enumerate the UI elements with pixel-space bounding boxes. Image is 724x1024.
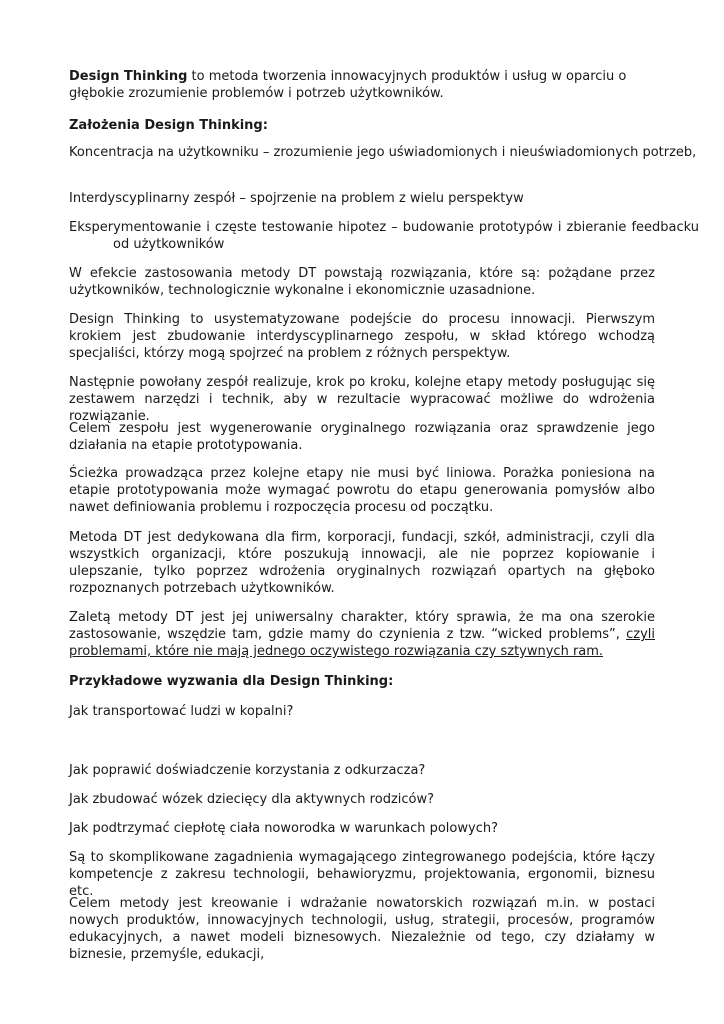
assumption-item: Eksperymentowanie i częste testowanie hipotez – budowanie prototypów i zbieranie feedbacku od użytkowników bbox=[69, 220, 699, 252]
intro-paragraph bbox=[69, 68, 655, 102]
paragraph: Celem zespołu jest wygenerowanie oryginalnego rozwiązania oraz sprawdzenie jego działania na etapie prototypowania. bbox=[69, 421, 655, 453]
paragraph: Następnie powołany zespół realizuje, krok po kroku, kolejne etapy metody posługując się zestawem narzędzi i technik, aby w rezultacie wypracować możliwe do wdrożenia rozwiązanie. bbox=[69, 375, 655, 424]
challenge-question: Jak poprawić doświadczenie korzystania z odkurzacza? bbox=[69, 763, 426, 778]
assumption-item: Koncentracja na użytkowniku – zrozumienie jego uświadomionych i nieuświadomionych potrzeb, bbox=[69, 145, 697, 160]
paragraph bbox=[69, 609, 655, 660]
challenge-question: Jak transportować ludzi w kopalni? bbox=[69, 704, 294, 719]
paragraph: Celem metody jest kreowanie i wdrażanie nowatorskich rozwiązań m.in. w postaci nowych produktów, innowacyjnych technologii, usług, strategii, procesów, programów edukacyjnych, a nawet modeli biznesowych. Niezależnie od tego, czy działamy w biznesie, przemyśle, edukacji, bbox=[69, 896, 655, 962]
challenge-question: Jak podtrzymać ciepłotę ciała noworodka w warunkach polowych? bbox=[69, 821, 498, 836]
assumptions-heading-text: Założenia Design Thinking: bbox=[69, 118, 268, 133]
challenges-heading-text: Przykładowe wyzwania dla Design Thinking: bbox=[69, 674, 394, 689]
underlined-text: czyli problemami, które nie mają jednego oczywistego rozwiązania czy sztywnych ram. bbox=[69, 627, 655, 659]
paragraph: W efekcie zastosowania metody DT powstają rozwiązania, które są: pożądane przez użytkowników, technologicznie wykonalne i ekonomicznie uzasadnione. bbox=[69, 266, 655, 298]
assumptions-heading bbox=[69, 117, 655, 134]
assumption-item: Interdyscyplinarny zespół – spojrzenie na problem z wielu perspektyw bbox=[69, 191, 524, 206]
challenges-heading bbox=[69, 673, 655, 690]
paragraph: Są to skomplikowane zagadnienia wymagającego zintegrowanego podejścia, które łączy kompetencje z zakresu technologii, behawioryzmu, projektowania, ergonomii, biznesu etc. bbox=[69, 850, 655, 899]
challenge-question: Jak zbudować wózek dziecięcy dla aktywnych rodziców? bbox=[69, 792, 435, 807]
paragraph-text: Zaletą metody DT jest jej uniwersalny charakter, który sprawia, że ma ona szerokie zastosowanie, wszędzie tam, gdzie mamy do czynienia z tzw. “wicked problems”, bbox=[69, 610, 655, 642]
paragraph: Design Thinking to usystematyzowane podejście do procesu innowacji. Pierwszym krokiem jest zbudowanie interdyscyplinarnego zespołu, w skład którego wchodzą specjaliści, którzy mogą spojrzeć na problem z różnych perspektyw. bbox=[69, 312, 655, 361]
intro-text: to metoda tworzenia innowacyjnych produktów i usług w oparciu o głębokie zrozumienie problemów i potrzeb użytkowników. bbox=[69, 69, 627, 101]
intro-term: Design Thinking bbox=[69, 69, 188, 84]
paragraph: Ścieżka prowadząca przez kolejne etapy nie musi być liniowa. Porażka poniesiona na etapie prototypowania może wymagać powrotu do etapu generowania pomysłów albo nawet definiowania problemu i rozpoczęcia procesu od początku. bbox=[69, 466, 655, 515]
paragraph: Metoda DT jest dedykowana dla firm, korporacji, fundacji, szkół, administracji, czyli dla wszystkich organizacji, które poszukują innowacji, ale nie poprzez kopiowanie i ulepszanie, tylko poprzez wdrożenia oryginalnych rozwiązań opartych na głęboko rozpoznanych potrzebach użytkowników. bbox=[69, 530, 655, 596]
